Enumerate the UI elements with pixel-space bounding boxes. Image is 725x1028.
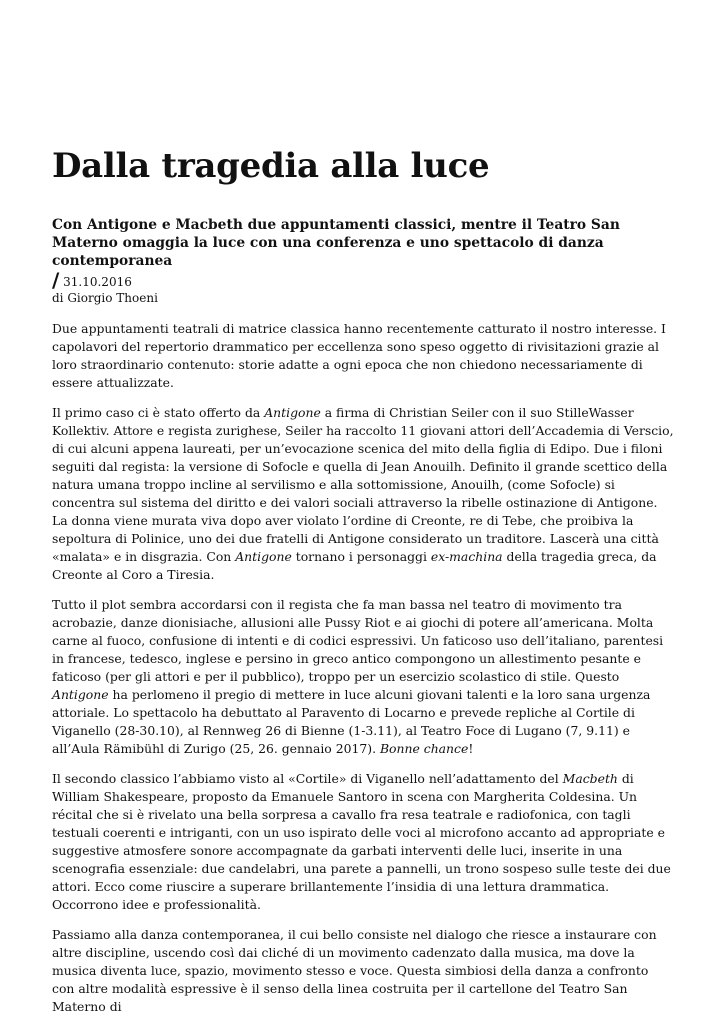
text-run: Tutto il plot sembra accordarsi con il regista che fa man bassa nel teatro di movimento tra acrobazie, danze dionisiache, allusioni alle Pussy Riot e ai giochi di potere all’americana. Molta carne al fuoco, confusione di intenti e di codici espressivi. Un faticoso uso dell’italiano, parentesi in francese, tedesco, inglese e persino in greco antico compongono un allestimento pesante e faticoso (per gli attori e per il pubblico), troppo per un esercizio scolastico di stile. Questo <box>52 597 664 684</box>
article-body <box>52 320 674 1028</box>
article-meta <box>52 268 158 306</box>
text-run: ! <box>468 741 474 756</box>
italic-title: Antigone <box>235 549 292 564</box>
italic-title: Antigone <box>264 405 321 420</box>
slash-mark: / <box>52 268 60 292</box>
byline: di Giorgio Thoeni <box>52 291 158 305</box>
italic-title: Macbeth <box>562 771 618 786</box>
text-run: a firma di Christian Seiler con il suo StilleWasser Kollektiv. Attore e regista zurighese, Seiler ha raccolto 11 giovani attori dell’Accademia di Verscio, di cui alcuni appena laureati, per un’evocazione scenica del mito della figlia di Edipo. Due i filoni seguiti dal regista: la versione di Sofocle e quella di Jean Anouilh. Definito il grande scettico della natura umana troppo incline al servilismo e alla sottomissione, Anouilh, (come Sofocle) si concentra sul sistema del diritto e dei valori sociali attraverso la ribelle ostinazione di Antigone. La donna viene murata viva dopo aver violato l’ordine di Creonte, re di Tebe, che proibiva la sepoltura di Polinice, uno dei due fratelli di Antigone considerato un traditore. Lascerà una città «malata» e in disgrazia. Con <box>52 405 674 564</box>
paragraph-4 <box>52 770 674 914</box>
text-run: ha perlomeno il pregio di mettere in luce alcuni giovani talenti e la loro sana urgenza attoriale. Lo spettacolo ha debuttato al Paravento di Locarno e prevede repliche al Cortile di Viganello (28-30.10), al Rennweg 26 di Bienne (1-3.11), al Teatro Foce di Lugano (7, 9.11) e all’Aula Rämibühl di Zurigo (25, 26. gennaio 2017). <box>52 687 651 756</box>
text-run: di William Shakespeare, proposto da Emanuele Santoro in scena con Margherita Coldesina. Un récital che si è rivelato una bella sorpresa a cavallo fra resa teatrale e radiofonica, con tagli testuali coerenti e intriganti, con un uso ispirato delle voci al microfono accanto ad appropriate e suggestive atmosfere sonore accompagnate da garbati interventi delle luci, inserite in una scenografia essenziale: due candelabri, una parete a pannelli, un trono sospeso sulle teste dei due attori. Ecco come riuscire a superare brillantemente l’insidia di una lettura drammatica. Occorrono idee e professionalità. <box>52 771 671 912</box>
italic-title: Antigone <box>52 687 109 702</box>
italic-term: ex-machina <box>430 549 503 564</box>
text-run: Il primo caso ci è stato offerto da <box>52 405 265 420</box>
paragraph-2 <box>52 404 674 584</box>
article-title: Dalla tragedia alla luce <box>52 146 490 186</box>
text-run: della tragedia greca, da Creonte al Coro a Tiresia. <box>52 549 657 582</box>
paragraph-1: Due appuntamenti teatrali di matrice classica hanno recentemente catturato il nostro interesse. I capolavori del repertorio drammatico per eccellenza sono speso oggetto di rivisitazioni grazie al loro straordinario contenuto: storie adatte a ogni epoca che non chiedono necessariamente di essere attualizzate. <box>52 321 666 390</box>
paragraph-5: Passiamo alla danza contemporanea, il cui bello consiste nel dialogo che riesce a instaurare con altre discipline, uscendo così dai cliché di un movimento cadenzato dalla musica, ma dove la musica diventa luce, spazio, movimento stesso e voce. Questa simbiosi della danza a confronto con altre modalità espressive è il senso della linea costruita per il cartellone del Teatro San Materno di <box>52 927 657 1014</box>
paragraph-3 <box>52 596 674 758</box>
publication-date: 31.10.2016 <box>63 275 132 289</box>
article-subtitle: Con Antigone e Macbeth due appuntamenti classici, mentre il Teatro San Materno omaggia la luce con una conferenza e uno spettacolo di danza contemporanea <box>52 217 620 269</box>
italic-phrase: Bonne chance <box>379 741 469 756</box>
text-run: Il secondo classico l’abbiamo visto al «Cortile» di Viganello nell’adattamento del <box>52 771 563 786</box>
text-run: tornano i personaggi <box>291 549 431 564</box>
